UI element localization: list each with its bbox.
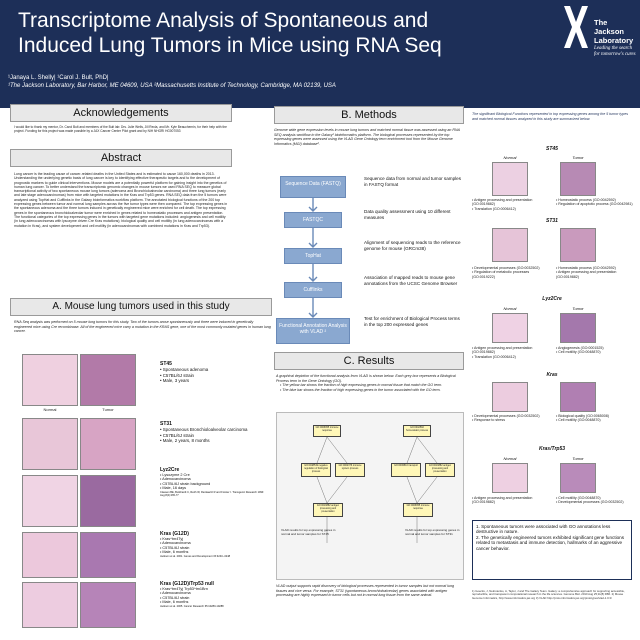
results-footer: VLAD output supports rapid discovery of biological processes represented in tumor samples but not normal lung tissues and vice versa. For example, ST31 (spontaneous bronchioloalveolar) genes associated with antigen processing are highly expressed in tumor cells but not in normal lung tissue from the same animal. [276,584,454,598]
strain-lyz2cre: Lyz2Cre • Lysozyme 2 Cre • Adenocarcinoma • C57BL/6J strain background • Male, 16 days Clausen BE, Burkhardt C, Reith W, Renkawitz R and Forster I. Transgenic Research 1999 Aug;8(4):265-77 [160,467,264,498]
st31-normal-image [22,418,78,470]
group-heading-st45: ST45 [546,146,558,152]
conclusions-box [472,520,632,580]
st31-summary-normal-image [492,228,528,262]
kras-summary-tumor-image [560,382,596,412]
kras-summary-normal-image [492,382,528,412]
acknowledgements-text: I would like to thank my mentor, Dr. Carol Bult and members of the Bult lab: Drs. Julie Wells, Jill Recla, and Mr. Kyle Beauchemin, for their help with the project. Funding for this project was made possible by a JAX Cancer Center Pilot grant and by NIH NHGRI HG007053 [14,125,227,133]
logo-tagline: Leading the search for tomorrow's cures [594,46,636,57]
group-normal-label: Normal [503,306,517,311]
flow-desc-fastqc: Data quality assessment using 10 different measures [364,209,451,220]
results-intro: A graphical depiction of the functional analysis from VLAD is shown below. Each grey box represents a Biological Process term in the Gene Ontology (GO). • The yellow bar shows the fraction of high expressing genes in normal tissue that match the GO term. • The blue bar shows the fraction of high expressing genes in the tumor associated with the GO term. [276,374,464,392]
st31-summary-tumor-image [560,228,596,262]
flow-desc-cufflinks: Association of mapped reads to mouse gene annotations from the UCSC Genome Browser [364,275,458,286]
st45-normal-image [22,354,78,406]
graph-node: GO:0042592 homeostatic process [403,425,431,437]
abstract-text: Lung cancer is the leading cause of cancer-related deaths in the United States and is estimated to cause 160,000 deaths in 2013. Understanding the underlying genetic basis of lung cancer is key to identifying effective therapeutic targets and to the development of prognostic markers to guide clinical interventions. Mouse models are a potentially powerful platform for gaining insight into the genetics of human lung cancer. To better understand the transcriptomic genomic changes in mouse tumors we used RNA SEQ to measure global transcriptional activity of two spontaneous mouse lung tumors (adenoma and Bronchioloalveolar carcinoma) and three lung tumors (early and late stage adenocarcinomas) from mice with targeted mutations in the Kras and Trp53 genes. RNA SEQ data from the 5 tumors were analyzed using TopHat and Cufflinks in the Galaxy bioinformatics workflow platform. The annotated biological functions of the 200 top expressing genes between tumor and normal lung samples across the five tumor types were then compared. The top expressing genes in the spontaneous adenoma and the three tumors induced in genetically engineered mice were enriched for cell death. The top expressing genes in the spontaneous bronchioloalveolar tumor were enriched in genes related to homeostatic processes and antigen presentation. The functional categories of the top expressing genes in the tumors with targeted gene mutations included: angiogenesis and cell motility (in lung adenocarcinomas with lysozyme driven Cre Kras mutations); biological quality and cell motility (in lung adenocarcinomas with a mutation in Kras), and system development and cell motility (in adenocarcinomas with combined mutations in Kras and Trp53). [14,172,228,228]
lyz2cre-summary-normal-image [492,313,528,343]
flow-step-sequence-data: Sequence Data (FASTQ) [280,176,346,198]
group-heading-lyz2cre: Lyz2Cre [542,296,562,302]
vlad-graph-panel [276,412,464,580]
results-heading: C. Results [274,352,464,370]
poster-title [18,8,538,58]
conclusion-2: 2. The genetically engineered tumors exhibited significant gene functions related to metastasis and immune detection, hallmarks of an aggressive cancer behavior. [476,534,625,551]
flow-arrows [306,198,320,318]
vlad-graph-edges [277,413,465,581]
kras-tumor-image [80,532,136,578]
group-normal-label: Normal [503,456,517,461]
st45-tumor-label: Tumor [102,407,114,412]
flow-step-fastqc: FASTQC [284,212,342,228]
section-a-intro: RNA Seq analysis was performed on 5 mouse lung tumors for this study. Two of the tumors arose spontaneously and three were induced in genetically engineered mice using Cre recombinase. All of the engineered mice carry a mutation in the KRAS gene, one of the most commonly mutated genes in human lung cancer. [14,320,271,334]
references: 1) Goecks, J, Nekrutenko, A, Taylor, J and The Galaxy Team. Galaxy: a comprehensive approach for supporting accessible, reproducible, and transparent computational research in the life sciences. Genome Biol. 2010 Aug 25;11(8):R86. 2) Mouse Genome Informatics, http://www.informatics.jax.org 3) VLAD http://proto.informatics.jax.org/prototypes/vlad-1.0.3/ [472,589,625,600]
kras-tumor-functions: • Biological quality (GO:0065008) • Cell motility (GO:0048870) [556,414,609,423]
st45-normal-label: Normal [43,407,57,412]
section-a-heading: A. Mouse lung tumors used in this study [10,298,272,316]
methods-heading: B. Methods [274,106,464,124]
graph-node: GO:0006955 immune response [403,503,433,517]
graph-node: GO:0048519 negative regulation of biological process [301,463,331,477]
kras-normal-image [22,532,78,578]
kras-trp53-summary-normal-image [492,463,528,493]
jax-logo-icon [558,4,594,50]
group-tumor-label: Tumor [572,456,584,461]
abstract-heading: Abstract [10,149,232,167]
title-line-1: Transcriptome Analysis of Spontaneous and [18,9,429,32]
strain-st31: ST31 • Spontaneous Bronchioloalveolar carcinoma • C57BL/6J strain • Male, 2 years, 8 months [160,421,248,444]
group-heading-st31: ST31 [546,218,558,224]
results-bullet-blue: • The blue bar shows the fraction of high expressing genes in the tumor associated with the GO term. [280,387,441,392]
authors-line: ¹Janaya L. Shelly| ¹Carol J. Bult, PhD| [8,75,109,81]
lyz2cre-tumor-image [80,475,136,527]
lyz2cre-tumor-functions: • Angiogenesis (GO:0001525) • Cell motility (GO:0048870) [556,346,604,355]
affiliations-line: ¹The Jackson Laboratory, Bar Harbor, ME 04609, USA ²Massachusetts Institute of Technology, Cambridge, MA 02139, USA [8,82,336,89]
lyz2cre-summary-tumor-image [560,313,596,343]
flow-desc-sequence-data: Sequence data from normal and tumor samples in FASTQ format [364,176,462,187]
st45-summary-normal-image [492,162,528,196]
conclusion-1: 1. Spontaneous tumors were associated with GO annotations less destructive in nature. [476,524,611,535]
graph-node: GO:0006810 transport [391,463,421,477]
st45-tumor-image [80,354,136,406]
flow-step-vlad: Functional Annotation Analysis with VLAD ² [276,318,350,344]
flow-desc-tophat: Alignment of sequencing reads to the reference genome for mouse (GRCm38) [364,240,461,251]
strain-kras: Kras (G12D) • Kras^tm4Tyj • Adenocarcinoma • C57BL/6J strain • Male, 6 months Jackson et al. 2001. Genes and Development 15:3243--3248 [160,531,231,558]
flow-step-cufflinks: Cufflinks [284,282,342,298]
graph-node: GO:0002376 immune system process [335,463,365,477]
lyz2cre-normal-image [22,475,78,527]
kras-trp53-tumor-functions: • Cell motility (GO:0048870) • Developmental processes (GO:0032502) [556,496,624,505]
methods-intro: Genome wide gene expression levels in mouse lung tumors and matched normal tissue was assessed using an RNA SEQ analysis workflow in the Galaxy¹ bioinformatics platform. The biological processes represented by the top expressing genes were assessed using the VLAD Gene Ontology term enrichment tool from the Mouse Genome Informatics (MGI) database². [274,128,460,146]
group-heading-kras: Kras [546,372,558,378]
flow-desc-vlad: Test for enrichment of Biological Process terms in the top 200 expressed genes [364,316,460,327]
group-heading-kras-trp53: Kras/Trp53 [538,446,566,452]
graph-caption-st31: VLAD results for top expressing genes in normal and tumor samples for ST31 [405,528,460,536]
st45-summary-tumor-image [560,162,596,196]
kras-trp53-summary-tumor-image [560,463,596,493]
author-block [8,75,538,90]
kras-trp53-normal-image [22,582,78,628]
st45-tumor-functions: • Homeostatic process (GO:0042592) • Regulation of apoptotic process (GO:0042981) [556,198,633,207]
graph-node: GO:0019882 antigen processing and presentation [425,463,455,477]
st31-normal-functions: • Developmental processes (GO:0032502) • Regulation of metabolic processes (GO:0019222) [472,266,540,279]
group-tumor-label: Tumor [572,155,584,160]
lyz2cre-normal-functions: • Antigen processing and presentation (GO:0019882) • Translation (GO:0006412) [472,346,533,359]
kras-trp53-tumor-image [80,582,136,628]
logo-wordmark: The Jackson Laboratory [594,18,634,45]
strain-st45: ST45 • Spontaneous adenoma • C57BL/6J strain • Male, 3 years [160,361,209,384]
st31-tumor-image [80,418,136,470]
flow-step-tophat: TopHat [284,248,342,264]
graph-node: GO:0019882 antigen processing and presentation [313,503,343,517]
results-bullet-yellow: • The yellow bar shows the fraction of high expressing genes in normal tissue that match the GO term. [280,383,443,388]
acknowledgements-heading: Acknowledgements [10,104,232,122]
title-line-2: Induced Lung Tumors in Mice using RNA Seq [18,34,442,57]
st45-normal-functions: • Antigen processing and presentation (GO:0019882) • Translation (GO:0006412) [472,198,533,211]
kras-trp53-normal-functions: • Antigen processing and presentation (GO:0019882) [472,496,533,505]
group-normal-label: Normal [503,155,517,160]
graph-node: GO:0006955 immune response [313,425,341,437]
graph-caption-st45: VLAD results for top expressing genes in normal and tumor samples for ST45 [281,528,336,536]
summary-intro: The significant Biological Functions represented in top expressing genes among the 5 tumor types and matched normal tissues analyzed in this study are summarized below. [472,112,629,121]
kras-normal-functions: • Developmental processes (GO:0032502) • Response to stress [472,414,540,423]
st31-tumor-functions: • Homeostatic process (GO:0042592) • Antigen processing and presentation (GO:0019882) [556,266,617,279]
strain-kras-trp53: Kras (G12D)/Trp53 null • Kras^tm4Tyj Trp53^tm1Brn • Adenocarcinoma • C57BL/6J strain • Male, 6 months Jackson et al. 2005. Cancer Research 65:10280-10288 [160,581,224,608]
group-tumor-label: Tumor [572,306,584,311]
